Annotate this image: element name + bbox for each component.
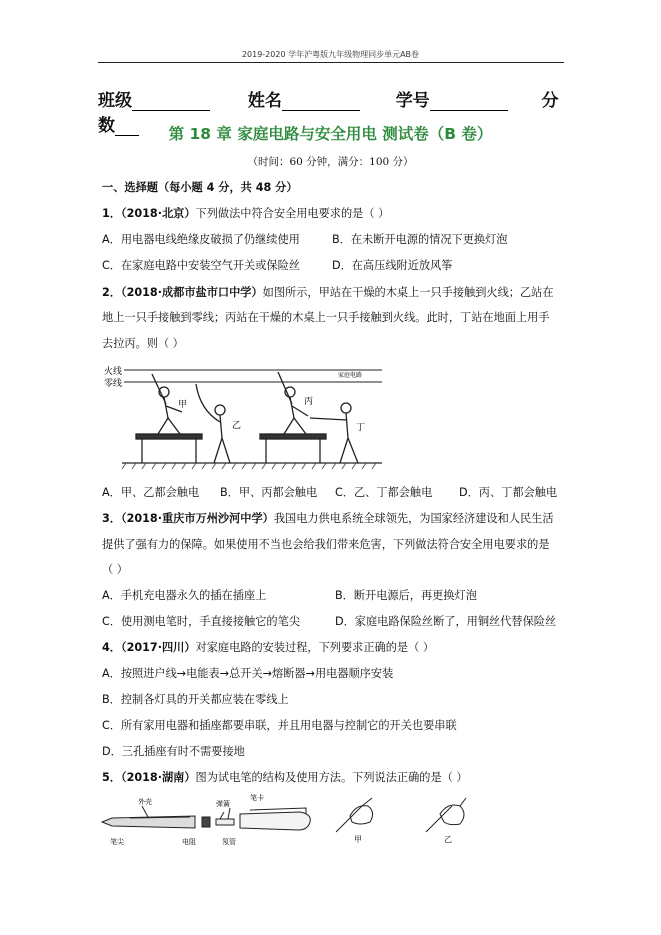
question-4-stem: 4．（2017·四川）对家庭电路的安装过程，下列要求正确的是（ ）: [102, 641, 435, 654]
name-label: 姓名: [247, 91, 282, 111]
class-label: 班级: [98, 91, 132, 111]
label-jia: 甲: [354, 835, 362, 844]
question-2-stem: 2．（2018·成都市盐市口中学）如图所示，甲站在干燥的木桌上一只手接触到火线；乙站在: [102, 286, 554, 299]
q3-option-d: D．家庭电路保险丝断了，用铜丝代替保险丝: [335, 615, 557, 628]
label-yi: 乙: [444, 835, 452, 844]
question-2-line3: 去拉丙。则（ ）: [102, 337, 184, 350]
question-5-stem: 5．（2018·湖南）图为试电笔的结构及使用方法。下列说法正确的是（ ）: [102, 771, 468, 784]
header-rule: [98, 62, 564, 63]
q4-option-c: C．所有家用电器和插座都要串联，并且用电器与控制它的开关也要串联: [102, 719, 457, 732]
question-3-stem: 3．（2018·重庆市万州沙河中学）我国电力供电系统全球领先，为国家经济建设和人民生活: [102, 512, 554, 525]
test-pen-figure: [100, 792, 564, 850]
desk-left: [136, 434, 202, 463]
ground-hatch: [122, 463, 376, 469]
score-label: 分数: [98, 91, 559, 136]
q2-option-a: A．甲、乙都会触电: [102, 486, 200, 499]
q1-option-a: A．用电器电线绝缘皮破损了仍继续使用: [102, 233, 300, 246]
question-1-stem: 1．（2018·北京）下列做法中符合安全用电要求的是（ ）: [102, 207, 390, 220]
id-label: 学号: [395, 91, 430, 111]
neutral-wire-label: 零线: [104, 379, 123, 389]
class-blank[interactable]: [132, 93, 210, 111]
q4-option-b: B．控制各灯具的开关都应装在零线上: [102, 693, 289, 706]
q1-option-c: C．在家庭电路中安装空气开关或保险丝: [102, 259, 301, 272]
name-blank[interactable]: [282, 93, 360, 111]
home-circuit-label: 家庭电路: [338, 372, 363, 379]
label-yi: 乙: [232, 421, 242, 431]
q1-option-b: B．在未断开电源的情况下更换灯泡: [332, 233, 508, 246]
label-spring: 弹簧: [216, 800, 230, 808]
test-pen-body: [102, 806, 310, 830]
label-shell: 外壳: [138, 798, 152, 806]
q2-option-b: B．甲、丙都会触电: [220, 486, 318, 499]
desk-right: [260, 434, 326, 463]
person-yi: [196, 384, 230, 463]
question-2-line2: 地上一只手接触到零线；丙站在干燥的木桌上一只手接触到火线。此时，丁站在地面上用手: [102, 311, 550, 324]
label-neon-tube: 氖管: [222, 838, 236, 846]
q3-option-a: A．手机充电器永久的插在插座上: [102, 589, 267, 602]
q2-option-c: C．乙、丁都会触电: [335, 486, 433, 499]
exam-title: 第 18 章 家庭电路与安全用电 测试卷（B 卷）: [168, 125, 493, 143]
label-clip: 笔卡: [250, 794, 264, 802]
q4-option-a: A．按照进户线→电能表→总开关→熔断器→用电器顺序安装: [102, 667, 394, 680]
section-heading: 一、选择题（每小题 4 分，共 48 分）: [102, 181, 298, 194]
person-ding: [310, 403, 358, 463]
q4-option-d: D．三孔插座有时不需要接地: [102, 745, 245, 758]
label-jia: 甲: [178, 400, 188, 410]
label-tip: 笔尖: [110, 838, 124, 846]
label-ding: 丁: [356, 423, 366, 433]
page-header: 2019-2020 学年沪粤版九年级物理同步单元AB卷: [241, 50, 420, 59]
hand-jia: [336, 798, 373, 832]
q3-option-c: C．使用测电笔时，手直接接触它的笔尖: [102, 615, 301, 628]
label-resistor: 电阻: [182, 838, 196, 846]
question-3-line3: （ ）: [102, 563, 128, 576]
q2-option-d: D．丙、丁都会触电: [459, 486, 558, 499]
exam-subtitle: （时间：60 分钟，满分：100 分）: [247, 156, 414, 168]
label-bing: 丙: [304, 397, 314, 407]
question-3-line2: 提供了强有力的保障。如果使用不当也会给我们带来危害，下列做法符合安全用电要求的是: [102, 538, 550, 551]
live-wire-label: 火线: [104, 367, 123, 377]
id-blank[interactable]: [430, 93, 508, 111]
q1-option-d: D．在高压线附近放风筝: [332, 259, 453, 272]
hand-yi: [426, 798, 466, 832]
circuit-figure: [100, 362, 382, 474]
q3-option-b: B．断开电源后，再更换灯泡: [335, 589, 477, 602]
